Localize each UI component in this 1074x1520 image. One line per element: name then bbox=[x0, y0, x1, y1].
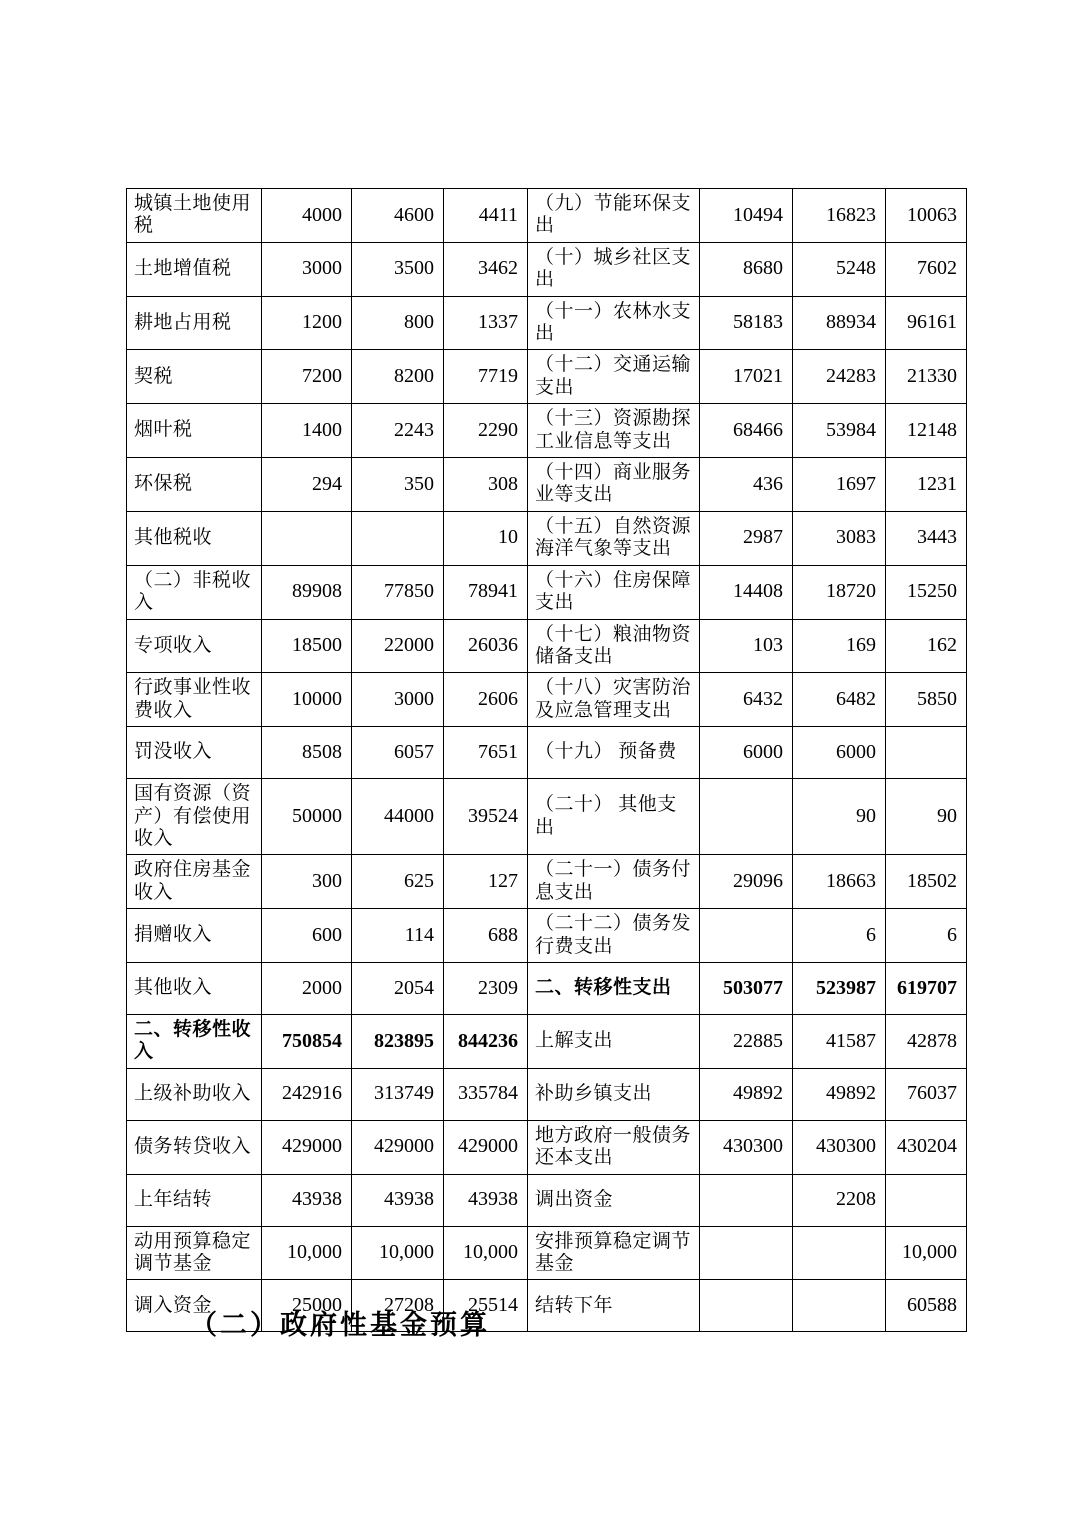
income-item-label: 其他收入 bbox=[127, 962, 262, 1014]
expense-value: 6 bbox=[793, 909, 886, 963]
income-item-label: 土地增值税 bbox=[127, 242, 262, 296]
expense-value: 41587 bbox=[793, 1014, 886, 1068]
expense-value: 24283 bbox=[793, 350, 886, 404]
income-item-label: 罚没收入 bbox=[127, 727, 262, 779]
income-value: 844236 bbox=[444, 1014, 528, 1068]
expense-value: 17021 bbox=[700, 350, 793, 404]
income-item-label: 国有资源（资产）有偿使用收入 bbox=[127, 779, 262, 855]
income-value: 25000 bbox=[262, 1280, 352, 1332]
expense-value: 18663 bbox=[793, 855, 886, 909]
expense-item-label: 结转下年 bbox=[528, 1280, 700, 1332]
income-item-label: 专项收入 bbox=[127, 619, 262, 673]
expense-value: 21330 bbox=[886, 350, 967, 404]
expense-value bbox=[700, 1174, 793, 1226]
income-value: 6057 bbox=[352, 727, 444, 779]
expense-item-label: 调出资金 bbox=[528, 1174, 700, 1226]
income-value: 800 bbox=[352, 296, 444, 350]
income-value: 25514 bbox=[444, 1280, 528, 1332]
income-value: 8200 bbox=[352, 350, 444, 404]
expense-item-label: （十一）农林水支出 bbox=[528, 296, 700, 350]
expense-item-label: 安排预算稳定调节基金 bbox=[528, 1226, 700, 1280]
income-value: 43938 bbox=[444, 1174, 528, 1226]
expense-value: 76037 bbox=[886, 1068, 967, 1120]
expense-value: 523987 bbox=[793, 962, 886, 1014]
expense-value: 430300 bbox=[700, 1120, 793, 1174]
expense-item-label: （十三）资源勘探工业信息等支出 bbox=[528, 404, 700, 458]
expense-item-label: （九）节能环保支出 bbox=[528, 189, 700, 243]
income-value: 44000 bbox=[352, 779, 444, 855]
expense-value: 430204 bbox=[886, 1120, 967, 1174]
table-row bbox=[127, 511, 967, 565]
income-value: 335784 bbox=[444, 1068, 528, 1120]
expense-value: 49892 bbox=[700, 1068, 793, 1120]
income-value: 26036 bbox=[444, 619, 528, 673]
expense-item-label: （十二）交通运输支出 bbox=[528, 350, 700, 404]
expense-value: 436 bbox=[700, 458, 793, 512]
income-value: 429000 bbox=[352, 1120, 444, 1174]
income-value: 3500 bbox=[352, 242, 444, 296]
table-row bbox=[127, 189, 967, 243]
expense-value: 103 bbox=[700, 619, 793, 673]
expense-value bbox=[700, 1226, 793, 1280]
table-row bbox=[127, 350, 967, 404]
expense-value: 22885 bbox=[700, 1014, 793, 1068]
income-item-label: 动用预算稳定调节基金 bbox=[127, 1226, 262, 1280]
income-value: 39524 bbox=[444, 779, 528, 855]
income-item-label: 政府住房基金收入 bbox=[127, 855, 262, 909]
expense-item-label: （二十） 其他支出 bbox=[528, 779, 700, 855]
income-value: 429000 bbox=[444, 1120, 528, 1174]
expense-value: 12148 bbox=[886, 404, 967, 458]
expense-value: 6432 bbox=[700, 673, 793, 727]
expense-value: 1231 bbox=[886, 458, 967, 512]
table-row bbox=[127, 1174, 967, 1226]
income-value: 43938 bbox=[352, 1174, 444, 1226]
expense-value bbox=[886, 727, 967, 779]
expense-value: 5248 bbox=[793, 242, 886, 296]
income-value: 8508 bbox=[262, 727, 352, 779]
income-item-label: 其他税收 bbox=[127, 511, 262, 565]
expense-value: 18502 bbox=[886, 855, 967, 909]
income-value: 2309 bbox=[444, 962, 528, 1014]
table-row bbox=[127, 779, 967, 855]
expense-value: 3443 bbox=[886, 511, 967, 565]
table-row bbox=[127, 565, 967, 619]
income-value: 600 bbox=[262, 909, 352, 963]
income-value: 2290 bbox=[444, 404, 528, 458]
table-row bbox=[127, 1068, 967, 1120]
income-value: 294 bbox=[262, 458, 352, 512]
income-value: 242916 bbox=[262, 1068, 352, 1120]
income-value: 89908 bbox=[262, 565, 352, 619]
table-row bbox=[127, 458, 967, 512]
expense-item-label: （十四）商业服务业等支出 bbox=[528, 458, 700, 512]
expense-value bbox=[793, 1226, 886, 1280]
expense-item-label: （十五）自然资源海洋气象等支出 bbox=[528, 511, 700, 565]
expense-value: 2208 bbox=[793, 1174, 886, 1226]
income-item-label: 二、转移性收入 bbox=[127, 1014, 262, 1068]
income-value: 50000 bbox=[262, 779, 352, 855]
income-value: 1400 bbox=[262, 404, 352, 458]
expense-item-label: （十九） 预备费 bbox=[528, 727, 700, 779]
table-row bbox=[127, 619, 967, 673]
expense-value: 2987 bbox=[700, 511, 793, 565]
expense-value: 7602 bbox=[886, 242, 967, 296]
expense-value: 6000 bbox=[700, 727, 793, 779]
expense-item-label: （十）城乡社区支出 bbox=[528, 242, 700, 296]
income-value: 43938 bbox=[262, 1174, 352, 1226]
expense-item-label: （二十一）债务付息支出 bbox=[528, 855, 700, 909]
budget-table bbox=[126, 188, 967, 1332]
income-value: 2243 bbox=[352, 404, 444, 458]
expense-value bbox=[886, 1174, 967, 1226]
expense-value: 3083 bbox=[793, 511, 886, 565]
income-value: 625 bbox=[352, 855, 444, 909]
income-value: 10,000 bbox=[352, 1226, 444, 1280]
expense-value: 10,000 bbox=[886, 1226, 967, 1280]
expense-item-label: 上解支出 bbox=[528, 1014, 700, 1068]
expense-item-label: （二十二）债务发行费支出 bbox=[528, 909, 700, 963]
table-row bbox=[127, 1120, 967, 1174]
income-value: 350 bbox=[352, 458, 444, 512]
income-value: 308 bbox=[444, 458, 528, 512]
expense-value: 96161 bbox=[886, 296, 967, 350]
expense-value: 49892 bbox=[793, 1068, 886, 1120]
income-value: 18500 bbox=[262, 619, 352, 673]
income-item-label: 契税 bbox=[127, 350, 262, 404]
income-item-label: （二）非税收入 bbox=[127, 565, 262, 619]
income-item-label: 城镇土地使用税 bbox=[127, 189, 262, 243]
expense-item-label: （十七）粮油物资储备支出 bbox=[528, 619, 700, 673]
expense-value: 18720 bbox=[793, 565, 886, 619]
income-value: 4000 bbox=[262, 189, 352, 243]
income-item-label: 环保税 bbox=[127, 458, 262, 512]
income-value: 4411 bbox=[444, 189, 528, 243]
income-value: 10 bbox=[444, 511, 528, 565]
expense-value: 169 bbox=[793, 619, 886, 673]
income-value: 27208 bbox=[352, 1280, 444, 1332]
expense-value: 16823 bbox=[793, 189, 886, 243]
income-value: 2000 bbox=[262, 962, 352, 1014]
income-item-label: 烟叶税 bbox=[127, 404, 262, 458]
income-value: 3000 bbox=[262, 242, 352, 296]
income-value bbox=[262, 511, 352, 565]
expense-value bbox=[700, 779, 793, 855]
income-value: 7200 bbox=[262, 350, 352, 404]
expense-value: 619707 bbox=[886, 962, 967, 1014]
expense-value: 58183 bbox=[700, 296, 793, 350]
income-value: 127 bbox=[444, 855, 528, 909]
expense-value: 90 bbox=[793, 779, 886, 855]
income-value: 750854 bbox=[262, 1014, 352, 1068]
expense-value: 14408 bbox=[700, 565, 793, 619]
expense-value: 10063 bbox=[886, 189, 967, 243]
income-value: 3000 bbox=[352, 673, 444, 727]
expense-value: 88934 bbox=[793, 296, 886, 350]
expense-value bbox=[700, 1280, 793, 1332]
income-value: 77850 bbox=[352, 565, 444, 619]
table-row bbox=[127, 1226, 967, 1280]
income-value: 10000 bbox=[262, 673, 352, 727]
expense-item-label: （十六）住房保障支出 bbox=[528, 565, 700, 619]
expense-value: 53984 bbox=[793, 404, 886, 458]
table-row bbox=[127, 242, 967, 296]
expense-value bbox=[700, 909, 793, 963]
expense-value: 6482 bbox=[793, 673, 886, 727]
table-row bbox=[127, 855, 967, 909]
expense-value: 42878 bbox=[886, 1014, 967, 1068]
expense-value: 430300 bbox=[793, 1120, 886, 1174]
income-item-label: 上年结转 bbox=[127, 1174, 262, 1226]
expense-value: 90 bbox=[886, 779, 967, 855]
income-value: 2054 bbox=[352, 962, 444, 1014]
income-value: 688 bbox=[444, 909, 528, 963]
income-item-label: 债务转贷收入 bbox=[127, 1120, 262, 1174]
income-value: 78941 bbox=[444, 565, 528, 619]
table-row bbox=[127, 673, 967, 727]
income-value: 4600 bbox=[352, 189, 444, 243]
expense-value: 503077 bbox=[700, 962, 793, 1014]
expense-value: 15250 bbox=[886, 565, 967, 619]
income-value: 1200 bbox=[262, 296, 352, 350]
income-item-label: 上级补助收入 bbox=[127, 1068, 262, 1120]
table-row bbox=[127, 909, 967, 963]
income-value: 300 bbox=[262, 855, 352, 909]
income-value: 429000 bbox=[262, 1120, 352, 1174]
expense-item-label: 地方政府一般债务还本支出 bbox=[528, 1120, 700, 1174]
income-value: 10,000 bbox=[262, 1226, 352, 1280]
income-value: 313749 bbox=[352, 1068, 444, 1120]
table-row bbox=[127, 1014, 967, 1068]
income-value: 1337 bbox=[444, 296, 528, 350]
income-value: 114 bbox=[352, 909, 444, 963]
income-value: 2606 bbox=[444, 673, 528, 727]
expense-value: 29096 bbox=[700, 855, 793, 909]
section-heading: （二）政府性基金预算 bbox=[190, 1310, 490, 1340]
expense-item-label: （十八）灾害防治及应急管理支出 bbox=[528, 673, 700, 727]
income-value bbox=[352, 511, 444, 565]
income-value: 22000 bbox=[352, 619, 444, 673]
income-item-label: 耕地占用税 bbox=[127, 296, 262, 350]
expense-value: 8680 bbox=[700, 242, 793, 296]
income-item-label: 捐赠收入 bbox=[127, 909, 262, 963]
table-row bbox=[127, 296, 967, 350]
income-value: 823895 bbox=[352, 1014, 444, 1068]
expense-value: 1697 bbox=[793, 458, 886, 512]
expense-value: 68466 bbox=[700, 404, 793, 458]
expense-value: 162 bbox=[886, 619, 967, 673]
income-item-label: 行政事业性收费收入 bbox=[127, 673, 262, 727]
income-value: 3462 bbox=[444, 242, 528, 296]
expense-item-label: 二、转移性支出 bbox=[528, 962, 700, 1014]
table-row bbox=[127, 962, 967, 1014]
expense-value: 5850 bbox=[886, 673, 967, 727]
income-item-label: 调入资金 bbox=[127, 1280, 262, 1332]
table-row bbox=[127, 404, 967, 458]
expense-value: 6 bbox=[886, 909, 967, 963]
income-value: 10,000 bbox=[444, 1226, 528, 1280]
expense-value: 10494 bbox=[700, 189, 793, 243]
expense-value bbox=[793, 1280, 886, 1332]
expense-item-label: 补助乡镇支出 bbox=[528, 1068, 700, 1120]
income-value: 7719 bbox=[444, 350, 528, 404]
table-row bbox=[127, 727, 967, 779]
income-value: 7651 bbox=[444, 727, 528, 779]
expense-value: 60588 bbox=[886, 1280, 967, 1332]
expense-value: 6000 bbox=[793, 727, 886, 779]
